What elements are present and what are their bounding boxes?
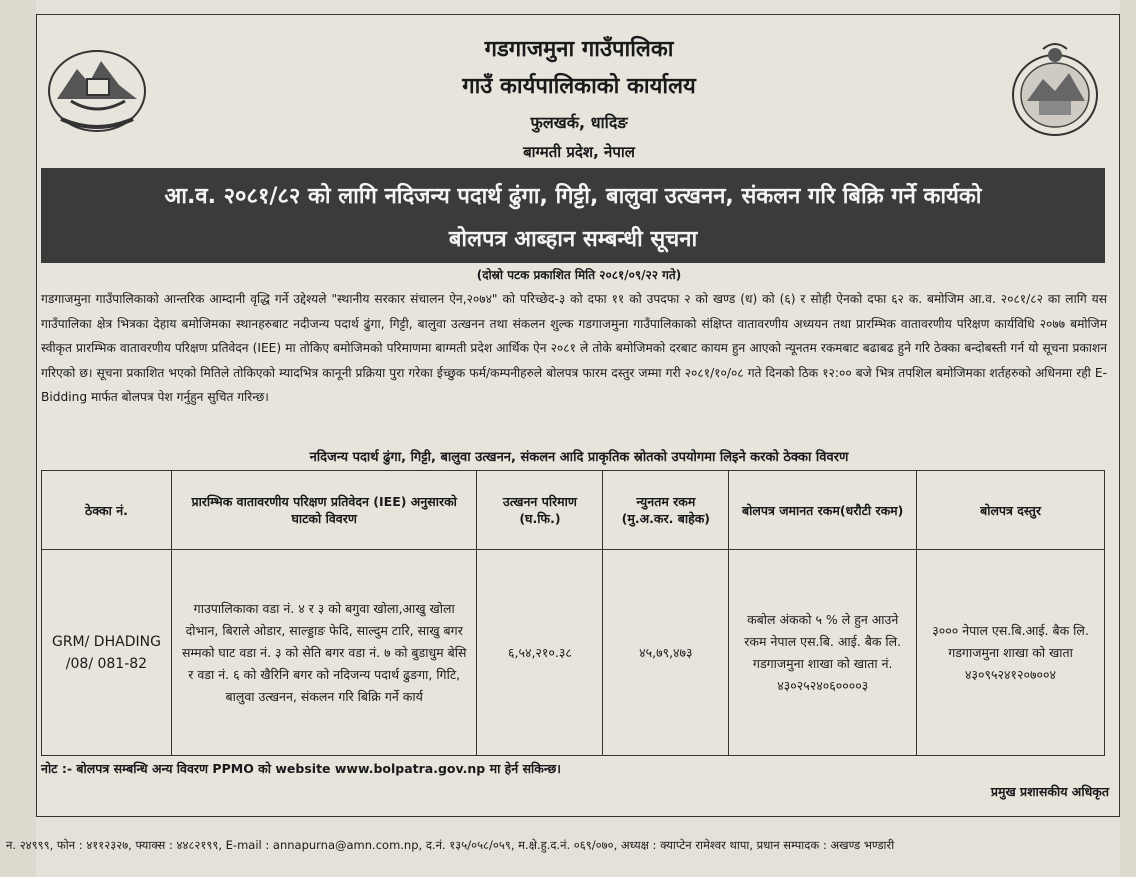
ppmo-note: नोट :- बोलपत्र सम्बन्धि अन्य विवरण PPMO को website www.bolpatra.gov.np मा हेर्न सकिन्छ। — [41, 761, 561, 776]
table-caption: नदिजन्य पदार्थ ढुंगा, गिट्टी, बालुवा उत्खनन, संकलन आदि प्राकृतिक स्रोतको उपयोगमा लिइने करको ठेक्का विवरण — [309, 450, 849, 465]
tender-notice — [36, 14, 1120, 817]
republish-date: (दोस्रो पटक प्रकाशित मिति २०८१/०९/२२ गते) — [476, 268, 682, 282]
header-site-description: प्रारम्भिक वातावरणीय परिक्षण प्रतिवेदन (IEE) अनुसारको घाटको विवरण — [171, 471, 477, 550]
province-name: बाग्मती प्रदेश, नेपाल — [523, 143, 635, 161]
header-bid-security: बोलपत्र जमानत रकम(धरौटी रकम) — [729, 471, 917, 550]
notice-body: गडगाजमुना गाउँपालिकाको आन्तरिक आम्दानी वृद्धि गर्ने उद्देश्यले "स्थानीय सरकार संचालन ऐन,२०७४" को परिच्छेद-३ को दफा ११ को उपदफा २ को खण्ड (ध) को (६) र सोही ऐनको दफा ६२ क. बमोजिम आ.व. २०८१/८२ का लागि यस गाउँपालिका क्षेत्र भित्रका देहाय बमोजिमका स्थानहरुबाट नदीजन्य पदार्थ ढुंगा, गिट्टी, बालुवा उत्खनन तथा संकलन शुल्क गडगाजमुना गाउँपालिकाको संक्षिप्त वातावरणीय अध्ययन तथा प्रारम्भिक वातावरणीय परिक्षण कार्यविधि २०७७ बमोजिम स्वीकृत प्रारम्भिक वातावरणीय परिक्षण प्रतिवेदन (IEE) मा तोकिए बमोजिमको परिमाणमा बाग्मती प्रदेश आर्थिक ऐन २०८१ ले तोके बमोजिमको दरबाट कायम हुन आएको न्यूनतम रकमबाट बढाबढ हुने गरि ठेक्का बन्दोबस्ती गर्न यो सूचना प्रकाशन गरिएको छ। सूचना प्रकाशित भएको मितिले तोकिएको म्यादभित्र कानूनी प्रक्रिया पुरा गरेका ईच्छुक फर्म/कम्पनीहरुले बोलपत्र फारम दस्तुर जम्मा गरी २०८१/१०/०८ गते दिनको ठिक १२:०० बजे भित्र तपशिल बमोजिमका शर्तहरुको अधिनमा रही E-Bidding मार्फत बोलपत्र पेश गर्नुहुन सुचित गरिन्छ। — [41, 292, 1107, 404]
header-quantity: उत्खनन परिमाण (घ.फि.) — [477, 471, 603, 550]
cell-quantity: ६,५४,२१०.३८ — [477, 550, 603, 756]
adjacent-column-left — [0, 0, 36, 877]
notice-title-band — [41, 168, 1105, 263]
adjacent-column-right — [1120, 0, 1136, 877]
office-name: गाउँ कार्यपालिकाको कार्यालय — [462, 74, 696, 99]
table-header-row — [42, 471, 1105, 550]
cell-bid-security: कबोल अंकको ५ % ले हुन आउने रकम नेपाल एस.बि. आई. बैक लि. गडगाजमुना शाखा को खाता नं. ४३०२५२४०६००००३ — [729, 550, 917, 756]
newspaper-footer: न. २४९९९, फोन : ४११२३२७, फ्याक्स : ४४८२१९९, E-mail : annapurna@amn.com.np, द.नं. १३५/०५८/०५९, म.क्षे.हु.द.नं. ०६९/०७०, अध्यक्ष : क्याप्टेन रामेश्वर थापा, प्रधान सम्पादक : अखण्ड भण्डारी — [6, 838, 895, 852]
header-bid-fee: बोलपत्र दस्तुर — [917, 471, 1105, 550]
cell-minimum-amount: ४५,७९,४७३ — [603, 550, 729, 756]
organization-name: गडगाजमुना गाउँपालिका — [484, 37, 674, 62]
header-contract-no: ठेक्का नं. — [42, 471, 172, 550]
table-row — [42, 550, 1105, 756]
cell-contract-no: GRM/ DHADING /08/ 081-82 — [42, 550, 172, 756]
cell-site-description: गाउपालिकाका वडा नं. ४ र ३ को बगुवा खोला,आखु खोला दोभान, बिराले ओडार, साल्ड्डाङ फेदि, साल्दुम टारि, साखु बगर सम्मको घाट वडा नं. ३ को सेति बगर वडा नं. ७ को बुडाधुम बेसि र वडा नं. ६ को खैरिनि बगर को नदिजन्य पदार्थ ढुङगा, गिटि, बालुवा उत्खनन, संकलन गरि बिक्रि गर्ने कार्य — [171, 550, 477, 756]
signatory-title: प्रमुख प्रशासकीय अधिकृत — [990, 784, 1109, 799]
notice-title-line2: बोलपत्र आब्हान सम्बन्धी सूचना — [448, 227, 698, 252]
notice-title-line1: आ.व. २०८१/८२ को लागि नदिजन्य पदार्थ ढुंगा, गिट्टी, बालुवा उत्खनन, संकलन गरि बिक्रि गर्ने कार्यको — [164, 184, 982, 209]
office-location: फुलखर्क, धादिङ — [530, 113, 628, 132]
contract-table — [41, 470, 1105, 756]
cell-bid-fee: ३००० नेपाल एस.बि.आई. बैक लि. गडगाजमुना शाखा को खाता ४३०९५२४१२०७००४ — [917, 550, 1105, 756]
header-minimum-amount: न्युनतम रकम (मु.अ.कर. बाहेक) — [603, 471, 729, 550]
